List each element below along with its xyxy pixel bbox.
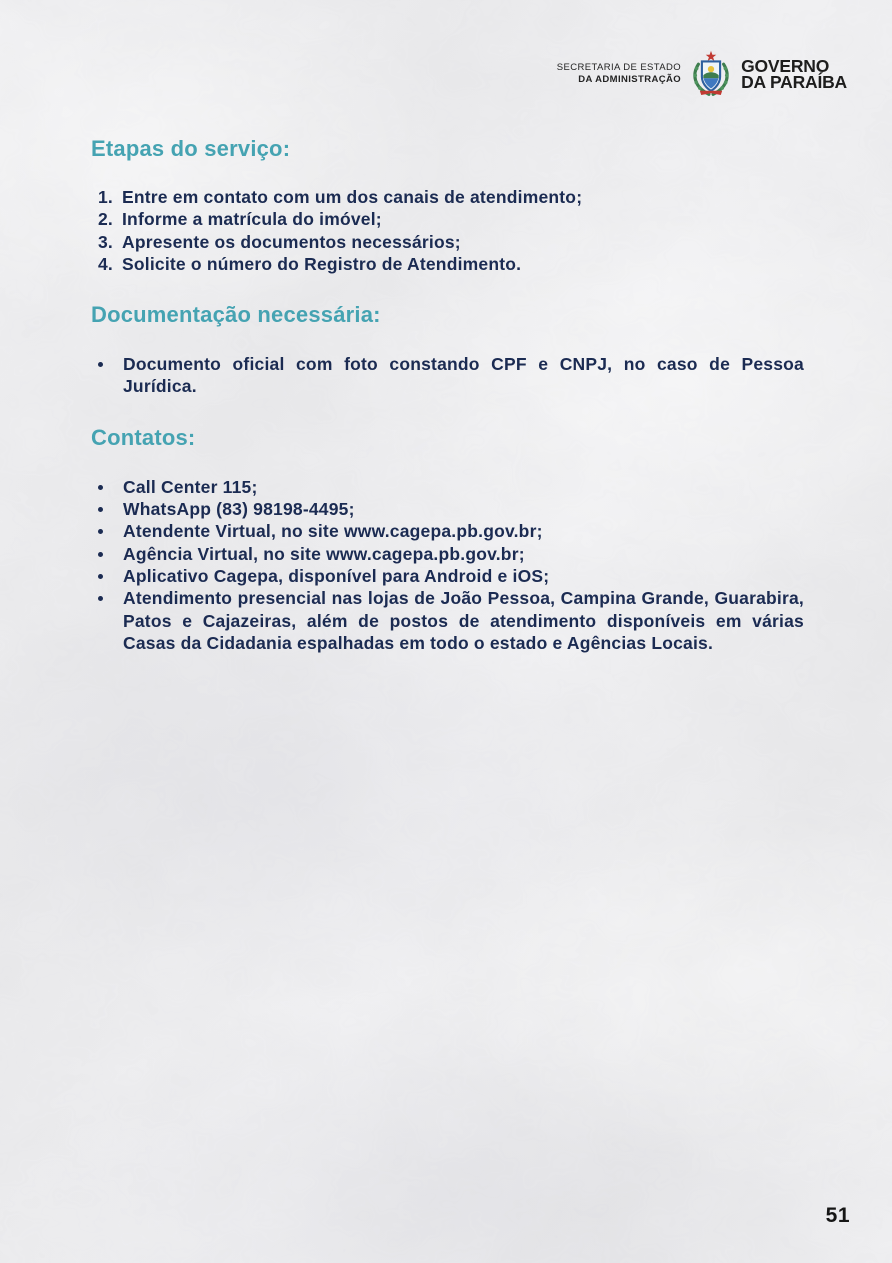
service-steps-list — [98, 186, 804, 275]
paraiba-coat-of-arms-icon — [690, 50, 732, 98]
step-text: Entre em contato com um dos canais de atendimento; — [122, 187, 583, 207]
section-heading-etapas: Etapas do serviço: — [91, 136, 291, 161]
contacts-list — [96, 476, 804, 654]
section-heading-contatos: Contatos: — [91, 424, 196, 450]
bullet-icon — [96, 565, 123, 587]
bullet-icon — [96, 476, 123, 498]
step-number: 1. — [98, 187, 113, 207]
page-header — [557, 50, 847, 98]
list-item — [96, 498, 804, 520]
bullet-text: Call Center 115; — [123, 476, 258, 497]
step-number: 3. — [98, 231, 113, 252]
government-line2: DA PARAÍBA — [741, 72, 847, 92]
list-item — [96, 587, 804, 654]
step-number: 2. — [98, 209, 113, 230]
secretariat-label — [557, 62, 681, 87]
bullet-text: Documento oficial com foto constando CPF e CNPJ, no caso de Pessoa Jurídica. — [123, 354, 804, 397]
list-item — [98, 231, 804, 253]
list-item — [96, 565, 804, 587]
step-text: Informe a matrícula do imóvel; — [122, 209, 382, 230]
bullet-icon — [96, 520, 123, 542]
list-item — [96, 476, 804, 498]
page-content — [91, 136, 804, 654]
documents-list — [96, 353, 804, 398]
section-heading-documentacao: Documentação necessária: — [91, 302, 381, 328]
list-item — [96, 543, 804, 565]
bullet-icon — [96, 353, 123, 398]
step-text: Apresente os documentos necessários; — [122, 231, 461, 252]
bullet-icon — [96, 498, 123, 520]
page-number: 51 — [825, 1204, 850, 1227]
step-number: 4. — [98, 253, 113, 274]
government-wordmark — [741, 55, 847, 92]
list-item — [96, 353, 804, 398]
bullet-text: Atendente Virtual, no site www.cagepa.pb.gov.br; — [123, 521, 543, 542]
bullet-text: Atendimento presencial nas lojas de João Pessoa, Campina Grande, Guarabira, Patos e Cajazeiras, além de postos de atendimento disponíveis em várias Casas da Cidadania espalhadas em todo o estado e Agências Locais. — [123, 588, 804, 653]
bullet-text: Agência Virtual, no site www.cagepa.pb.gov.br; — [123, 543, 525, 564]
bullet-icon — [96, 587, 123, 654]
list-item — [96, 520, 804, 542]
secretariat-line2: DA ADMINISTRAÇÃO — [578, 74, 682, 85]
step-text: Solicite o número do Registro de Atendimento. — [122, 253, 522, 274]
bullet-icon — [96, 543, 123, 565]
list-item — [98, 208, 804, 230]
list-item — [98, 186, 804, 208]
list-item — [98, 253, 804, 275]
bullet-text: Aplicativo Cagepa, disponível para Android e iOS; — [123, 565, 550, 586]
government-line1: GOVERNO — [741, 55, 830, 76]
bullet-text: WhatsApp (83) 98198-4495; — [123, 499, 355, 520]
secretariat-line1: SECRETARIA DE ESTADO — [556, 61, 682, 73]
